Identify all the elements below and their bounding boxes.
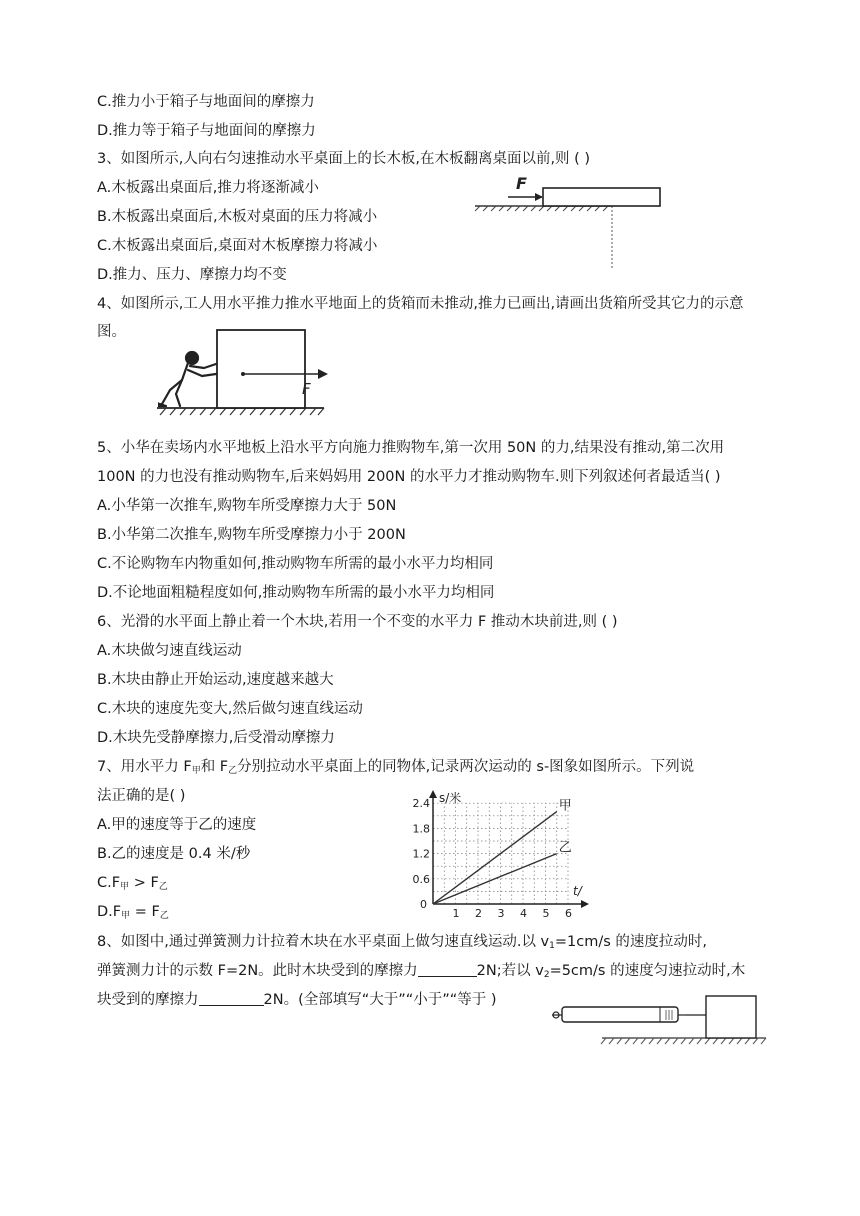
- q3-force-label: F: [516, 174, 527, 193]
- q8-line2: 弹簧测力计的示数 F=2N。此时木块受到的摩擦力 2N;若以 $v_2=5cm/s$ 的速度匀速拉动时,木: [97, 963, 746, 980]
- y-tick-label: 1.8: [412, 822, 430, 836]
- q5-stem-line2: 100N 的力也没有推动购物车,后来妈妈用 200N 的水平力才推动购物车.则下列叙述何者最适当( ): [97, 469, 721, 485]
- chart-y-axis-label: s/米: [439, 791, 462, 805]
- q5-option-c: C.不论购物车内物重如何,推动购物车所需的最小水平力均相同: [97, 556, 494, 572]
- q6-option-a: A.木块做匀速直线运动: [97, 643, 242, 659]
- series-label-yi: 乙: [558, 840, 572, 856]
- x-tick-label: 3: [497, 907, 505, 920]
- q6-option-c: C.木块的速度先变大,然后做匀速直线运动: [97, 701, 363, 717]
- q8-answer-blank-1[interactable]: [418, 962, 477, 977]
- q8-line1: 8、如图中,通过弹簧测力计拉着木块在水平桌面上做匀速直线运动.以 $v_1=1cm/s$ 的速度拉动时,: [97, 934, 708, 951]
- q6-option-d: D.木块先受静摩擦力,后受滑动摩擦力: [97, 730, 335, 746]
- q4-figure-worker-pushing-box: [152, 328, 342, 418]
- q7-stem-line2: 法正确的是( ): [97, 788, 186, 804]
- q5-option-b: B.小华第二次推车,购物车所受摩擦力小于 200N: [97, 527, 406, 543]
- chart-x-axis-arrow: [581, 900, 589, 908]
- q7-stem-line1: 7、用水平力 $F_甲$和 $F_乙$分别拉动水平桌面上的同物体,记录两次运动的 s-图象如图所示。下列说: [97, 759, 695, 776]
- series-line-jia: [433, 812, 557, 904]
- x-tick-label: 4: [520, 907, 527, 920]
- y-tick-label: 0.6: [412, 872, 430, 886]
- q8-figure-spring-scale-pulling-block: [548, 990, 773, 1052]
- y-tick-label: 2.4: [412, 797, 430, 811]
- q7-option-c: $C.F_甲 > F_乙$: [97, 875, 168, 892]
- q6-stem: 6、光滑的水平面上静止着一个木块,若用一个不变的水平力 F 推动木块前进,则 ( ): [97, 614, 618, 630]
- chart-origin-label: 0: [420, 898, 427, 911]
- q3-option-d: D.推力、压力、摩擦力均不变: [97, 267, 287, 283]
- q5-stem-line1: 5、小华在卖场内水平地板上沿水平方向施力推购物车,第一次用 50N 的力,结果没有推动,第二次用: [97, 440, 725, 456]
- q2-option-d: D.推力等于箱子与地面间的摩擦力: [97, 123, 316, 139]
- q3-option-b: B.木板露出桌面后,木板对桌面的压力将减小: [97, 209, 378, 225]
- q5-option-d: D.不论地面粗糙程度如何,推动购物车所需的最小水平力均相同: [97, 585, 495, 601]
- chart-x-axis-label: t/: [573, 884, 582, 898]
- y-tick-label: 1.2: [412, 847, 430, 861]
- q4-stem-line2: 图。: [97, 324, 126, 340]
- q4-stem-line1: 4、如图所示,工人用水平推力推水平地面上的货箱而未推动,推力已画出,请画出货箱所受其它力的示意: [97, 296, 744, 312]
- q2-option-c: C.推力小于箱子与地面间的摩擦力: [97, 94, 315, 110]
- series-label-jia: 甲: [558, 798, 572, 814]
- q7-option-a: A.甲的速度等于乙的速度: [97, 817, 257, 833]
- q8-answer-blank-2[interactable]: [199, 991, 264, 1006]
- x-tick-label: 1: [452, 907, 460, 920]
- q3-option-c: C.木板露出桌面后,桌面对木板摩擦力将减小: [97, 238, 378, 254]
- worker-figure: [160, 352, 216, 406]
- q7-option-d: $D.F_甲 = F_乙$: [97, 904, 169, 921]
- q5-option-a: A.小华第一次推车,购物车所受摩擦力大于 50N: [97, 498, 397, 514]
- q4-force-label: F: [302, 380, 311, 398]
- q7-s-t-chart: [405, 782, 600, 922]
- q6-option-b: B.木块由静止开始运动,速度越来越大: [97, 672, 334, 688]
- q3-figure-board-on-table: [470, 172, 670, 277]
- q8-line3: 块受到的摩擦力 2N。(全部填写“大于”“小于”“等于 ): [97, 992, 497, 1008]
- q3-stem: 3、如图所示,人向右匀速推动水平桌面上的长木板,在木板翻离桌面以前,则 ( ): [97, 151, 591, 167]
- x-tick-label: 2: [475, 907, 482, 920]
- x-tick-label: 5: [542, 907, 550, 920]
- q7-option-b: B.乙的速度是 0.4 米/秒: [97, 846, 251, 862]
- q3-option-a: A.木板露出桌面后,推力将逐渐减小: [97, 180, 319, 196]
- chart-y-axis-arrow: [429, 790, 437, 798]
- x-tick-label: 6: [565, 907, 572, 920]
